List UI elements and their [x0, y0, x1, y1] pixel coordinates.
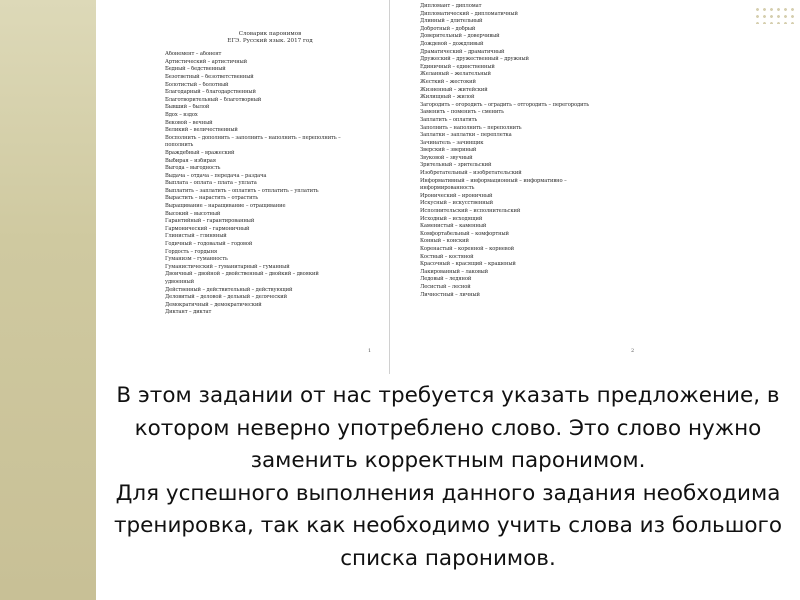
dictionary-entry: Двоичный – двойной – двойственный – двойкий – двоякий — [165, 271, 319, 278]
dictionary-entry: Великий – величественный — [165, 127, 238, 134]
dictionary-entry: Восполнить – дополнить – заполнить – наполнить – переполнить – — [165, 134, 341, 141]
dictionary-entry: Гармонический – гармоничный — [165, 225, 250, 232]
dictionary-entry: Гуманизм – гуманность — [165, 256, 228, 263]
dictionary-entry: Благотворительный – благотворный — [165, 96, 262, 103]
entry-list-left — [165, 51, 389, 317]
dictionary-entry: Враждебный – вражеский — [165, 149, 235, 156]
dictionary-entry: Заменить – поменить – сменить — [420, 109, 504, 116]
dictionary-entry: Болотистый – болотный — [165, 81, 229, 88]
dictionary-entry: Заполнить – наполнить – переполнить — [420, 124, 522, 131]
dictionary-entry: Бедный – бедственный — [165, 66, 226, 73]
dictionary-entry: Конный – конский — [420, 238, 469, 245]
dictionary-entry: Иронический – ироничный — [420, 192, 493, 199]
dictionary-entry: Доверительный – доверчивый — [420, 33, 500, 40]
dictionary-entry: Выращивание – наращивание – отращивание — [165, 203, 286, 210]
dictionary-entry: Личностный – личный — [420, 291, 480, 298]
dictionary-entry: Дипломант – дипломат — [420, 3, 482, 9]
dictionary-entry: Зрительный – зрительский — [420, 162, 492, 169]
dictionary-entry: Гордость – гордыня — [165, 248, 218, 255]
dictionary-entry: Выдача – отдача – передача – раздача — [165, 172, 267, 179]
dictionary-entry: Жилищный – жилой — [420, 94, 475, 101]
dictionary-entry: Драматический – драматичный — [420, 48, 505, 55]
dictionary-entry: информированность — [420, 185, 475, 192]
dictionary-entry: Действенный – действительный – действующий — [165, 286, 293, 293]
dictionary-entry: Звуковой – звучный — [420, 154, 473, 161]
dictionary-entry: Костный – костяной — [420, 253, 474, 260]
dictionary-entry: Годичный – годовалый – годовой — [165, 241, 253, 248]
dictionary-entry: Изобретательный – изобретательский — [420, 170, 522, 177]
dictionary-entry: Вековой – вечный — [165, 119, 213, 126]
dictionary-entry: Красочный – красящий – крашеный — [420, 261, 516, 268]
dictionary-entry: Комфортабельный – комфортный — [420, 230, 509, 237]
dictionary-entry: Деловитый – деловой – дельный – деляческий — [165, 294, 288, 301]
dictionary-entry: Исполнительский – исполнительский — [420, 208, 521, 215]
dictionary-entry: Длинный – длительный — [420, 18, 483, 25]
page-number-right: 2 — [631, 348, 635, 354]
caption-paragraph-1: В этом задании от нас требуется указать предложение, в котором неверно употреблено слово. Это слово нужно заменить корректным паронимом. — [116, 383, 780, 473]
dictionary-entry: Глинистый – глиняный — [165, 233, 227, 240]
dictionary-title: Словарик паронимов — [238, 31, 302, 37]
entry-list-right — [420, 3, 655, 299]
dictionary-entry: Выплата – оплата – плата – уплата — [165, 180, 257, 187]
dictionary-entry: Демократичный – демократический — [165, 301, 262, 308]
dictionary-entry: Абонемент – абонент — [165, 51, 222, 58]
dictionary-subtitle: ЕГЭ. Русский язык. 2017 год — [227, 37, 313, 44]
dictionary-entry: Вдох – вздох — [165, 111, 198, 118]
dictionary-entry: Диктант – диктат — [165, 309, 212, 316]
dictionary-entry: Информативный – информационный – информативно – — [420, 177, 567, 184]
dictionary-entry: Заплатки – заплатки – переплетка — [420, 132, 512, 139]
page-number-left: 1 — [368, 348, 372, 354]
slide-caption — [96, 380, 800, 575]
decorative-dot-pattern — [754, 6, 794, 24]
dictionary-entry: Ледовый – ледяной — [420, 276, 472, 283]
dictionary-page-left — [125, 0, 390, 374]
dictionary-entry: Лесистый – лесной — [420, 283, 471, 290]
dictionary-entry: Зачинатель – зачинщик — [420, 139, 484, 146]
decorative-side-band — [0, 0, 96, 600]
dictionary-entry: Заплатить – оплатить — [420, 116, 478, 123]
dictionary-entry: Добротный – добрый — [420, 25, 476, 32]
dictionary-entry: Дипломатический – дипломатичный — [420, 10, 518, 17]
dictionary-entry: Гуманистический – гуманитарный – гуманный — [165, 263, 290, 270]
dictionary-entry: Дружеский – дружественный – дружный — [420, 56, 529, 63]
dictionary-scan — [125, 0, 655, 374]
caption-paragraph-2: Для успешного выполнения данного задания необходима тренировка, так как необходимо учить слова из большого списка паронимов. — [113, 480, 783, 571]
dictionary-entry: Бывший – былой — [165, 104, 210, 111]
dictionary-entry: Исходный – исходящий — [420, 215, 483, 222]
dictionary-entry: Жесткий – жестокий — [420, 78, 476, 85]
dictionary-entry: Высокий – высотный — [165, 210, 221, 217]
dictionary-entry: удвоенный — [165, 279, 194, 285]
dictionary-entry: Выбирая – избирая — [165, 157, 216, 164]
dictionary-entry: Дождевой – дождливый — [420, 40, 484, 47]
dictionary-entry: Гарантийный – гарантированный — [165, 218, 255, 225]
dictionary-entry: Единичный – единственный — [420, 63, 495, 70]
dictionary-entry: Выгода – выгодность — [165, 165, 221, 172]
dictionary-entry: Вырастить – нарастить – отрастить — [165, 195, 258, 202]
dictionary-entry: Выплатить – заплатить – оплатить – отплатить – уплатить — [165, 187, 319, 194]
dictionary-entry: Лакированный – лаковый — [420, 268, 489, 275]
dictionary-page-right — [390, 0, 655, 374]
dictionary-entry: Жизненный – житейский — [420, 86, 488, 93]
dictionary-entry: Искусный – искусственный — [420, 200, 493, 207]
dictionary-entry: Загородить – огородить – оградить – отгородить – перегородить — [420, 101, 589, 108]
dictionary-entry: Благодарный – благодарственный — [165, 89, 256, 96]
dictionary-entry: Коренастый – коренной – корневой — [420, 246, 514, 252]
dictionary-entry: Желанный – желательный — [420, 71, 491, 78]
dictionary-entry: Зверский – звериный — [420, 147, 477, 154]
dictionary-entry: Артистический – артистичный — [165, 58, 248, 65]
dictionary-entry: Безответный – безответственный — [165, 73, 254, 80]
dictionary-entry: Каменистый – каменный — [420, 223, 487, 230]
dictionary-entry: пополнить — [165, 142, 194, 149]
